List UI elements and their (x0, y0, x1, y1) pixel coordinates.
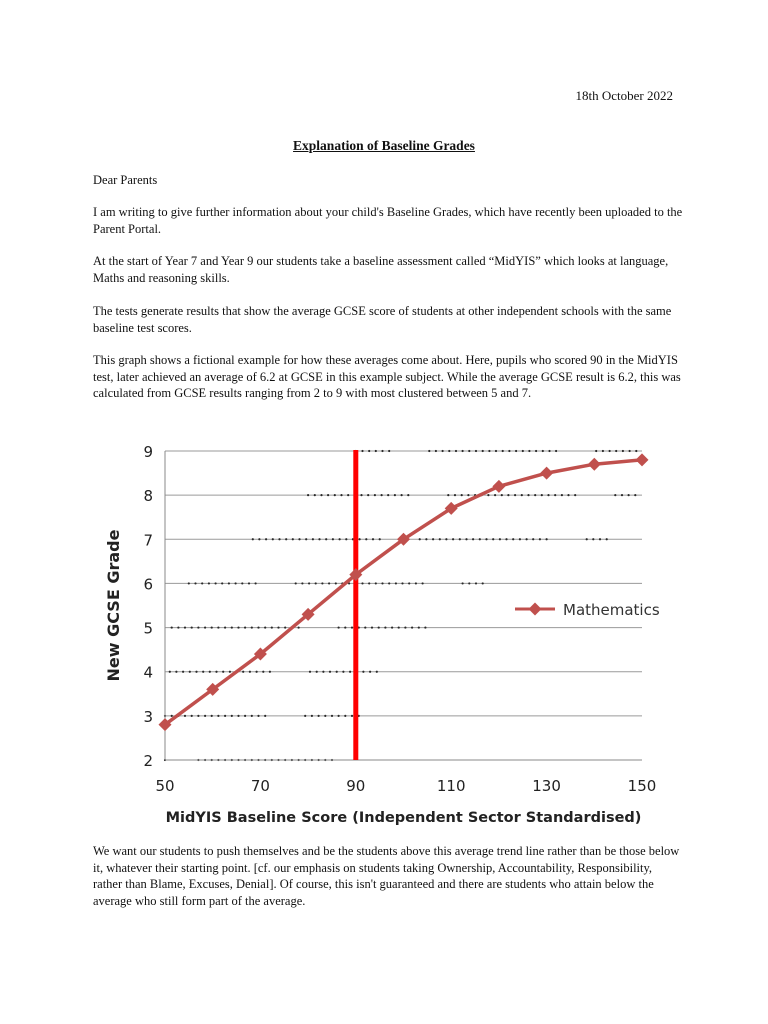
scatter-dot (521, 494, 523, 496)
scatter-dot (512, 538, 514, 540)
scatter-dot (634, 494, 636, 496)
scatter-dot (508, 450, 510, 452)
scatter-dot (408, 582, 410, 584)
scatter-dot (407, 494, 409, 496)
scatter-dot (340, 494, 342, 496)
scatter-dot (375, 582, 377, 584)
x-tick-label: 150 (627, 777, 657, 795)
scatter-dot (361, 582, 363, 584)
scatter-dot (311, 715, 313, 717)
scatter-dot (345, 538, 347, 540)
y-tick-label: 2 (143, 752, 153, 770)
scatter-dot (304, 715, 306, 717)
scatter-dot (515, 450, 517, 452)
scatter-dot (555, 450, 557, 452)
scatter-dot (211, 715, 213, 717)
scatter-dot (321, 582, 323, 584)
scatter-dot (215, 671, 217, 673)
scatter-dot (628, 494, 630, 496)
scatter-dot (367, 494, 369, 496)
scatter-dot (428, 450, 430, 452)
y-tick-labels (143, 443, 153, 770)
scatter-dot (395, 582, 397, 584)
scatter-dot (432, 538, 434, 540)
y-axis-label: New GCSE Grade (104, 529, 123, 682)
scatter-dot (251, 626, 253, 628)
scatter-dot (215, 582, 217, 584)
scatter-dot (586, 538, 588, 540)
scatter-dot (442, 450, 444, 452)
letter-date: 18th October 2022 (575, 88, 673, 103)
scatter-dot (175, 671, 177, 673)
scatter-dot (388, 450, 390, 452)
scatter-dot (235, 582, 237, 584)
scatter-dot (269, 671, 271, 673)
scatter-dot (204, 715, 206, 717)
scatter-dot (468, 450, 470, 452)
y-tick-label: 9 (143, 443, 153, 461)
scatter-dot (375, 450, 377, 452)
y-tick-label: 8 (143, 487, 153, 506)
scatter-dot (574, 494, 576, 496)
data-point-marker (492, 480, 505, 493)
scatter-dot (278, 538, 280, 540)
scatter-dot (177, 626, 179, 628)
scatter-dot (487, 494, 489, 496)
scatter-dot (231, 715, 233, 717)
scatter-dot (592, 538, 594, 540)
scatter-dot (492, 538, 494, 540)
scatter-dot (534, 494, 536, 496)
scatter-dot (318, 715, 320, 717)
scatter-dot (191, 626, 193, 628)
scatter-dot (285, 538, 287, 540)
scatter-dot (485, 538, 487, 540)
scatter-dot (182, 671, 184, 673)
scatter-dot (242, 671, 244, 673)
scatter-dot (244, 715, 246, 717)
scatter-dot (629, 450, 631, 452)
scatter-dot (475, 450, 477, 452)
scatter-dot (381, 450, 383, 452)
scatter-dot (336, 671, 338, 673)
scatter-dot (368, 582, 370, 584)
scatter-dot (535, 450, 537, 452)
scatter-dot (351, 715, 353, 717)
scatter-dot (318, 538, 320, 540)
scatter-dot (338, 715, 340, 717)
scatter-dot (298, 538, 300, 540)
scatter-dot (257, 715, 259, 717)
scatter-dot (171, 715, 173, 717)
scatter-dot (422, 582, 424, 584)
scatter-dot (554, 494, 556, 496)
scatter-dot (189, 671, 191, 673)
scatter-dot (371, 626, 373, 628)
scatter-dot (494, 494, 496, 496)
scatter-dot (191, 715, 193, 717)
scatter-dot (342, 671, 344, 673)
scatter-dot (384, 626, 386, 628)
scatter-dot (502, 450, 504, 452)
scatter-dot (379, 538, 381, 540)
scatter-dot (547, 494, 549, 496)
x-tick-label: 110 (436, 777, 466, 795)
scatter-dot (482, 582, 484, 584)
scatter-dot (197, 715, 199, 717)
paragraph-midyis: At the start of Year 7 and Year 9 our students take a baseline assessment called “MidYIS” which looks at language, Maths and reasoning skills. (93, 254, 669, 285)
scatter-dot (248, 582, 250, 584)
scatter-dot (541, 494, 543, 496)
scatter-dot (465, 538, 467, 540)
scatter-dot (527, 494, 529, 496)
scatter-dot (532, 538, 534, 540)
scatter-dot (338, 626, 340, 628)
scatter-dot (369, 671, 371, 673)
scatter-dot (351, 626, 353, 628)
scatter-dot (372, 538, 374, 540)
scatter-dot (349, 671, 351, 673)
scatter-dot (171, 626, 173, 628)
scatter-dot (301, 582, 303, 584)
scatter-dot (401, 494, 403, 496)
scatter-dot (237, 626, 239, 628)
scatter-dot (609, 450, 611, 452)
scatter-dot (359, 538, 361, 540)
scatter-dot (315, 582, 317, 584)
scatter-dot (344, 715, 346, 717)
scatter-dot (188, 582, 190, 584)
scatter-dot (467, 494, 469, 496)
scatter-dot (415, 582, 417, 584)
scatter-dot (522, 450, 524, 452)
scatter-dot (365, 538, 367, 540)
scatter-dot (546, 538, 548, 540)
scatter-dot (418, 626, 420, 628)
x-tick-label: 70 (250, 777, 270, 795)
scatter-dot (222, 671, 224, 673)
scatter-dot (472, 538, 474, 540)
x-tick-label: 50 (155, 777, 175, 795)
scatter-dot (378, 626, 380, 628)
scatter-dot (501, 494, 503, 496)
scatter-dot (211, 626, 213, 628)
gcse-chart (95, 436, 675, 831)
letter-title: Explanation of Baseline Grades (293, 138, 475, 153)
scatter-dot (526, 538, 528, 540)
scatter-dot (197, 626, 199, 628)
scatter-dot (327, 494, 329, 496)
scatter-dot (335, 582, 337, 584)
scatter-dot (452, 538, 454, 540)
scatter-dot (499, 538, 501, 540)
chart-legend (515, 601, 660, 619)
scatter-dot (228, 582, 230, 584)
scatter-dot (394, 494, 396, 496)
scatter-dot (468, 582, 470, 584)
scatter-dot (539, 538, 541, 540)
scatter-dot (435, 450, 437, 452)
paragraph-portal: I am writing to give further information about your child's Baseline Grades, which have recently been uploaded to the Parent Portal. (93, 205, 683, 236)
scatter-dot (475, 582, 477, 584)
scatter-dot (237, 715, 239, 717)
scatter-dot (635, 450, 637, 452)
y-tick-label: 7 (143, 531, 153, 550)
scatter-dot (295, 582, 297, 584)
scatter-dot (488, 450, 490, 452)
scatter-dot (252, 538, 254, 540)
scatter-dot (398, 626, 400, 628)
scatter-dot (602, 450, 604, 452)
scatter-dot (391, 626, 393, 628)
scatter-dot (307, 494, 309, 496)
scatter-dot (462, 582, 464, 584)
scatter-dot (567, 494, 569, 496)
scatter-dot (284, 626, 286, 628)
scatter-dot (244, 626, 246, 628)
scatter-dot (419, 538, 421, 540)
scatter-dot (482, 450, 484, 452)
paragraph-tests: The tests generate results that show the average GCSE score of students at other independent schools with the same baseline test scores. (93, 304, 672, 335)
x-axis-label: MidYIS Baseline Score (Independent Sector Standardised) (165, 810, 642, 826)
scatter-dot (316, 671, 318, 673)
scatter-dot (195, 671, 197, 673)
scatter-dot (621, 494, 623, 496)
scatter-dot (231, 626, 233, 628)
scatter-dot (277, 626, 279, 628)
scatter-dot (519, 538, 521, 540)
scatter-dot (262, 671, 264, 673)
scatter-dot (401, 582, 403, 584)
scatter-dot (495, 450, 497, 452)
y-tick-label: 4 (143, 663, 153, 682)
scatter-dot (448, 450, 450, 452)
scatter-dot (376, 671, 378, 673)
x-tick-label: 130 (532, 777, 561, 795)
scatter-dot (505, 538, 507, 540)
scatter-dot (595, 450, 597, 452)
scatter-dot (381, 582, 383, 584)
scatter-dot (424, 626, 426, 628)
scatter-dot (305, 538, 307, 540)
scatter-dot (331, 715, 333, 717)
scatter-dot (314, 494, 316, 496)
y-tick-label: 5 (143, 619, 153, 638)
scatter-dot (298, 626, 300, 628)
scatter-dot (364, 626, 366, 628)
scatter-dot (362, 671, 364, 673)
scatter-dot (368, 450, 370, 452)
scatter-dot (388, 582, 390, 584)
scatter-dot (264, 715, 266, 717)
scatter-dot (229, 671, 231, 673)
scatter-dot (374, 494, 376, 496)
scatter-dot (528, 450, 530, 452)
scatter-dot (209, 671, 211, 673)
scatter-dot (320, 494, 322, 496)
scatter-dot (622, 450, 624, 452)
scatter-dot (425, 538, 427, 540)
paragraph-encouragement: We want our students to push themselves and be the students above this average trend line rather than be those below it, whatever their starting point. [cf. our emphasis on students taking Ownership, Accountability, Responsibility, rather than Blame, Excuses, Denial]. Of course, this isn't guaranteed and there are students who attain below the average who still form part of the average. (93, 844, 680, 908)
scatter-dot (265, 538, 267, 540)
scatter-dot (479, 538, 481, 540)
scatter-dot (221, 582, 223, 584)
scatter-dot (445, 538, 447, 540)
y-tick-label: 3 (143, 707, 153, 726)
scatter-dot (507, 494, 509, 496)
scatter-dot (217, 715, 219, 717)
scatter-dot (322, 671, 324, 673)
scatter-dot (328, 582, 330, 584)
scatter-dot (361, 450, 363, 452)
scatter-dot (169, 671, 171, 673)
legend-diamond-marker (529, 603, 542, 616)
x-tick-label: 90 (346, 777, 366, 795)
scatter-dot (224, 715, 226, 717)
scatter-dot (339, 538, 341, 540)
scatter-dot (184, 715, 186, 717)
scatter-dot (439, 538, 441, 540)
scatter-dot (204, 626, 206, 628)
letter-greeting: Dear Parents (93, 173, 158, 187)
scatter-dot (255, 582, 257, 584)
scatter-dot (344, 626, 346, 628)
scatter-dot (329, 671, 331, 673)
scatter-dot (271, 626, 273, 628)
paragraph-graph-explanation: This graph shows a fictional example for how these averages come about. Here, pupils who scored 90 in the MidYIS test, later achieved an average of 6.2 at GCSE in this example subject. While the average GCSE result is 6.2, this was calculated from GCSE results ranging from 2 to 9 with most clustered between 5 and 7. (93, 353, 681, 400)
scatter-dot (548, 450, 550, 452)
scatter-dot (217, 626, 219, 628)
scatter-dot (455, 450, 457, 452)
x-tick-labels (155, 777, 656, 795)
series-line-mathematics (165, 460, 642, 725)
scatter-dot (381, 494, 383, 496)
scatter-dot (347, 494, 349, 496)
scatter-dot (387, 494, 389, 496)
scatter-dot (292, 538, 294, 540)
scatter-dot (312, 538, 314, 540)
scatter-dot (324, 715, 326, 717)
data-point-marker (588, 458, 601, 471)
scatter-dot (202, 671, 204, 673)
legend-label: Mathematics (563, 601, 660, 619)
scatter-dot (184, 626, 186, 628)
scatter-dot (404, 626, 406, 628)
scatter-dot (461, 494, 463, 496)
scatter-dot (561, 494, 563, 496)
scatter-dot (257, 626, 259, 628)
scatter-dot (208, 582, 210, 584)
scatter-dot (454, 494, 456, 496)
scatter-dot (615, 450, 617, 452)
scatter-dot (258, 538, 260, 540)
scatter-dot (224, 626, 226, 628)
scatter-dot (514, 494, 516, 496)
y-tick-label: 6 (143, 575, 153, 594)
scatter-dot (447, 494, 449, 496)
scatter-dot (411, 626, 413, 628)
scatter-dot (251, 715, 253, 717)
scatter-dot (241, 582, 243, 584)
scatter-dot (272, 538, 274, 540)
scatter-dot (249, 671, 251, 673)
scatter-dot (614, 494, 616, 496)
scatter-dot (332, 538, 334, 540)
data-point-marker (636, 453, 649, 466)
scatter-dot (606, 538, 608, 540)
scatter-dot (201, 582, 203, 584)
scatter-dot (309, 671, 311, 673)
scatter-dot (462, 450, 464, 452)
scatter-dot (334, 494, 336, 496)
scatter-dot (325, 538, 327, 540)
scatter-dot (256, 671, 258, 673)
scatter-dot (360, 494, 362, 496)
data-point-marker (540, 467, 553, 480)
scatter-dot (459, 538, 461, 540)
scatter-dot (264, 626, 266, 628)
scatter-dot (542, 450, 544, 452)
scatter-dot (308, 582, 310, 584)
scatter-dot (599, 538, 601, 540)
scatter-dot (194, 582, 196, 584)
